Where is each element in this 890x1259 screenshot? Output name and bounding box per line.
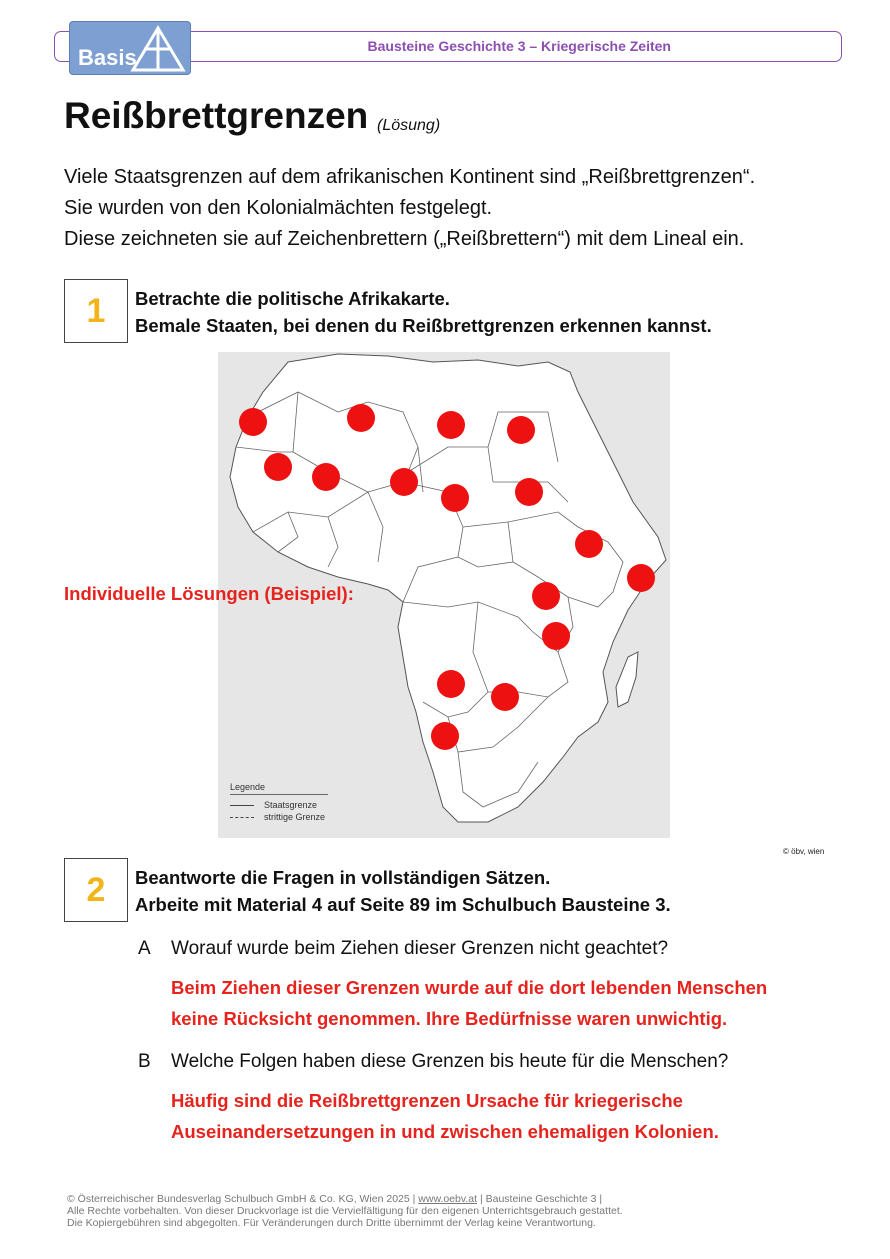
- triangle-logo-icon: [130, 25, 186, 73]
- publisher-link[interactable]: www.oebv.at: [418, 1193, 478, 1205]
- task2-line: Beantworte die Fragen in vollständigen Sätzen.: [135, 867, 551, 888]
- task-number-1: 1: [64, 279, 128, 343]
- answer-line: Häufig sind die Reißbrettgrenzen Ursache für kriegerische: [171, 1090, 683, 1111]
- legend-item: Staatsgrenze: [264, 800, 318, 810]
- solution-marker: [542, 622, 570, 650]
- solution-label: Individuelle Lösungen (Beispiel):: [64, 583, 354, 604]
- series-title: Bausteine Geschichte 3 – Kriegerische Zeiten: [367, 38, 671, 54]
- solution-marker: [431, 722, 459, 750]
- footer-line: Alle Rechte vorbehalten. Von dieser Druckvorlage ist die Vervielfältigung für den eigenen Unterrichtsgebrauch gestattet.: [67, 1205, 623, 1217]
- answer-b: [171, 1085, 719, 1147]
- question-letter-b: B: [138, 1051, 151, 1072]
- solution-marker: [264, 453, 292, 481]
- solution-marker: [575, 530, 603, 558]
- solution-marker: [507, 416, 535, 444]
- basis-logo: [69, 21, 191, 75]
- solution-marker: [491, 683, 519, 711]
- solid-line-icon: [230, 805, 254, 806]
- solution-marker: [312, 463, 340, 491]
- solution-marker: [390, 468, 418, 496]
- task1-instructions: [135, 285, 712, 339]
- answer-line: Auseinandersetzungen in und zwischen ehemaligen Kolonien.: [171, 1121, 719, 1142]
- intro-line: Viele Staatsgrenzen auf dem afrikanischen Kontinent sind „Reißbrettgrenzen“.: [64, 166, 756, 188]
- solution-marker: [347, 404, 375, 432]
- task1-line: Betrachte die politische Afrikakarte.: [135, 288, 450, 309]
- question-b: Welche Folgen haben diese Grenzen bis heute für die Menschen?: [171, 1051, 729, 1072]
- legend-title: Legende: [230, 782, 266, 792]
- solution-marker: [532, 582, 560, 610]
- legend-item: strittige Grenze: [264, 812, 326, 822]
- intro-text: [64, 162, 755, 255]
- answer-line: Beim Ziehen dieser Grenzen wurde auf die dort lebenden Menschen: [171, 977, 768, 998]
- footer: [67, 1193, 623, 1229]
- answer-line: keine Rücksicht genommen. Ihre Bedürfnisse waren unwichtig.: [171, 1008, 728, 1029]
- intro-line: Sie wurden von den Kolonialmächten festgelegt.: [64, 197, 493, 219]
- task-number-2: 2: [64, 858, 128, 922]
- map-credit: © öbv, wien: [783, 847, 825, 856]
- logo-text: Basis: [78, 45, 137, 70]
- intro-line: Diese zeichneten sie auf Zeichenbrettern („Reißbrettern“) mit dem Lineal ein.: [64, 228, 745, 250]
- legend-divider: [230, 794, 328, 795]
- legend-row: [230, 812, 325, 822]
- solution-marker: [627, 564, 655, 592]
- solution-marker: [437, 670, 465, 698]
- footer-line: [67, 1193, 623, 1205]
- footer-line: Die Kopiergebühren sind abgegolten. Für Veränderungen durch Dritte übernimmt der Verlag keine Verantwortung.: [67, 1217, 596, 1229]
- solution-marker: [441, 484, 469, 512]
- solution-marker: [515, 478, 543, 506]
- madagascar: [616, 652, 638, 707]
- footer-series: | Bausteine Geschichte 3 |: [477, 1193, 603, 1205]
- solution-marker: [437, 411, 465, 439]
- task1-line: Bemale Staaten, bei denen du Reißbrettgrenzen erkennen kannst.: [135, 315, 712, 336]
- answer-a: [171, 972, 767, 1034]
- footer-copyright: © Österreichischer Bundesverlag Schulbuch GmbH & Co. KG, Wien 2025 |: [67, 1193, 419, 1205]
- question-a: Worauf wurde beim Ziehen dieser Grenzen nicht geachtet?: [171, 938, 669, 959]
- task2-line: Arbeite mit Material 4 auf Seite 89 im Schulbuch Bausteine 3.: [135, 894, 671, 915]
- task2-instructions: [135, 864, 671, 918]
- legend-row: [230, 800, 317, 810]
- dashed-line-icon: [230, 817, 254, 818]
- solution-marker: [239, 408, 267, 436]
- page-subtitle: (Lösung): [377, 117, 441, 134]
- question-letter-a: A: [138, 938, 151, 959]
- page-title: Reißbrettgrenzen: [64, 95, 369, 136]
